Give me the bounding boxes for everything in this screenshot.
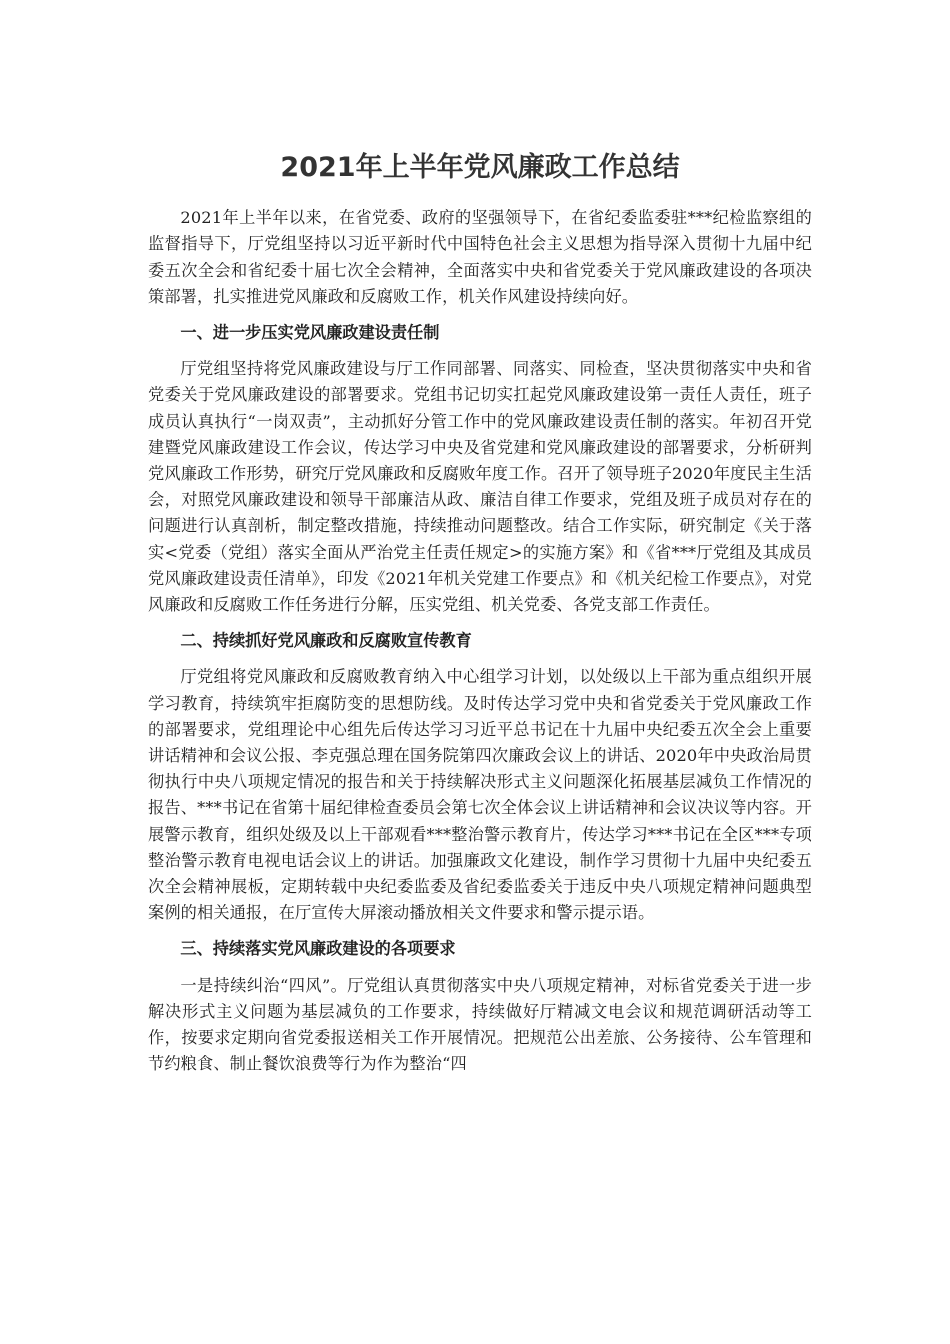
section-1-body: 厅党组坚持将党风廉政建设与厅工作同部署、同落实、同检查，坚决贯彻落实中央和省党委关于党风廉政建设的部署要求。党组书记切实扛起党风廉政建设第一责任人责任，班子成员认真执行“一岗双责”，主动抓好分管工作中的党风廉政建设责任制的落实。年初召开党建暨党风廉政建设工作会议，传达学习中央及省党建和党风廉政建设的部署要求，分析研判党风廉政工作形势，研究厅党风廉政和反腐败年度工作。召开了领导班子2020年度民主生活会，对照党风廉政建设和领导干部廉洁从政、廉洁自律工作要求，党组及班子成员对存在的问题进行认真剖析，制定整改措施，持续推动问题整改。结合工作实际，研究制定《关于落实<党委（党组）落实全面从严治党主任责任规定>的实施方案》和《省***厅党组及其成员党风廉政建设责任清单》，印发《2021年机关党建工作要点》和《机关纪检工作要点》，对党风廉政和反腐败工作任务进行分解，压实党组、机关党委、各党支部工作责任。 [148,359,812,614]
section-3-body: 一是持续纠治“四风”。厅党组认真贯彻落实中央八项规定精神，对标省党委关于进一步解决形式主义问题为基层减负的工作要求，持续做好厅精减文电会议和规范调研活动等工作，按要求定期向省党委报送相关工作开展情况。把规范公出差旅、公务接待、公车管理和节约粮食、制止餐饮浪费等行为作为整治“四 [148,975,812,1074]
section-2-heading: 二、持续抓好党风廉政和反腐败宣传教育 [180,631,472,651]
section-3-heading: 三、持续落实党风廉政建设的各项要求 [180,939,456,959]
document-page [148,150,812,1077]
intro-paragraph: 2021年上半年以来，在省党委、政府的坚强领导下，在省纪委监委驻***纪检监察组的监督指导下，厅党组坚持以习近平新时代中国特色社会主义思想为指导深入贯彻十九届中纪委五次全会和省纪委十届七次全会精神，全面落实中央和省党委关于党风廉政建设的各项决策部署，扎实推进党风廉政和反腐败工作，机关作风建设持续向好。 [148,208,812,306]
document-title: 2021年上半年党风廉政工作总结 [280,152,680,183]
section-1-heading: 一、进一步压实党风廉政建设责任制 [180,322,440,342]
section-2-body: 厅党组将党风廉政和反腐败教育纳入中心组学习计划，以处级以上干部为重点组织开展学习教育，持续筑牢拒腐防变的思想防线。及时传达学习党中央和省党委关于党风廉政工作的部署要求，党组理论中心组先后传达学习习近平总书记在十九届中央纪委五次全会上重要讲话精神和会议公报、李克强总理在国务院第四次廉政会议上的讲话、2020年中央政治局贯彻执行中央八项规定情况的报告和关于持续解决形式主义问题深化拓展基层减负工作情况的报告、***书记在省第十届纪律检查委员会第七次全体会议上讲话精神和会议决议等内容。开展警示教育，组织处级及以上干部观看***整治警示教育片，传达学习***书记在全区***专项整治警示教育电视电话会议上的讲话。加强廉政文化建设，制作学习贯彻十九届中央纪委五次全会精神展板，定期转载中央纪委监委及省纪委监委关于违反中央八项规定精神问题典型案例的相关通报，在厅宣传大屏滚动播放相关文件要求和警示提示语。 [148,667,812,923]
